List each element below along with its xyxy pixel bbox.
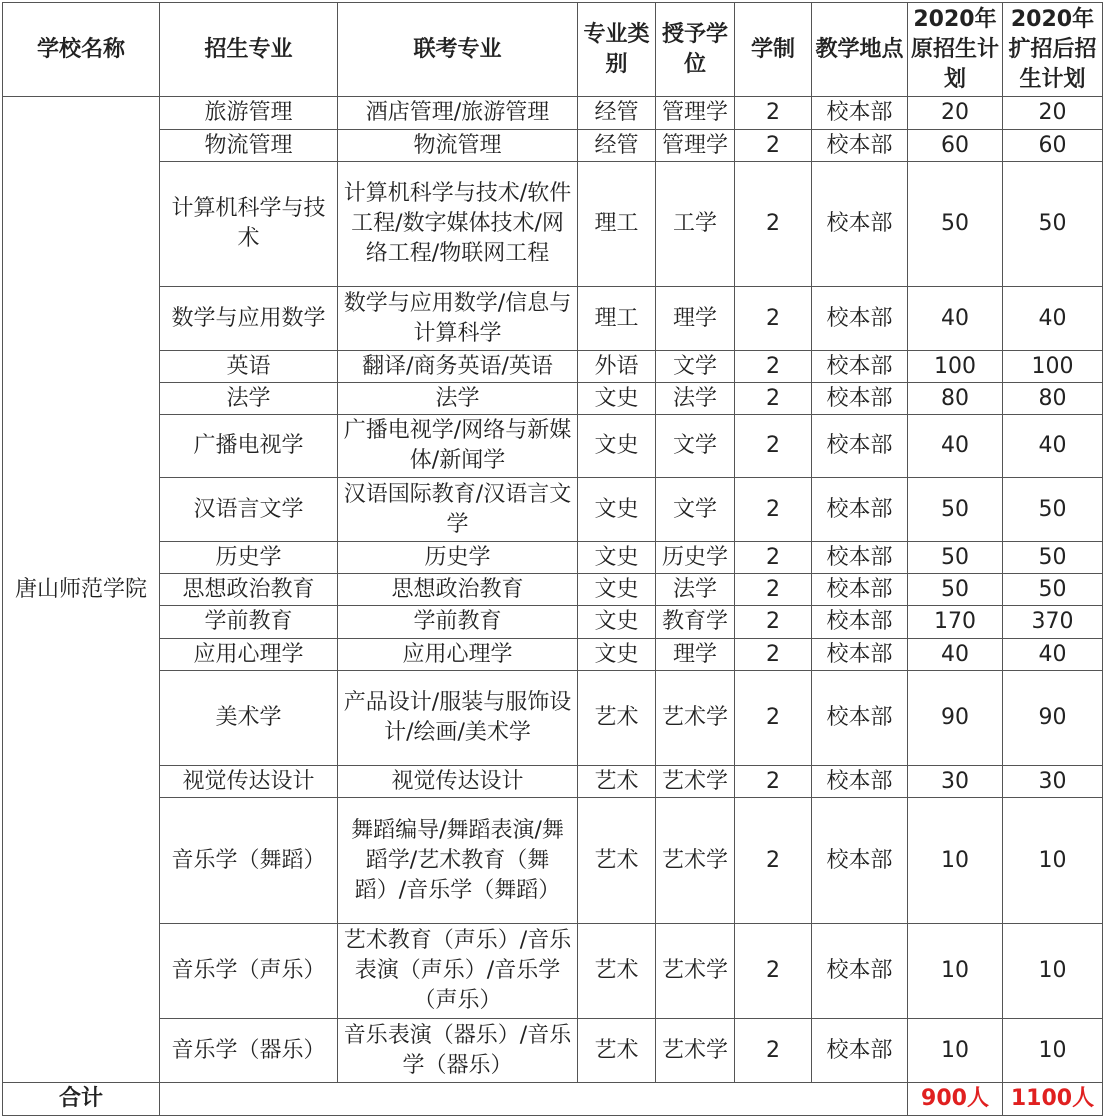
table-row [3, 383, 1103, 415]
expanded-plan-cell: 10 [1003, 924, 1103, 1019]
orig-plan-cell: 50 [908, 542, 1003, 574]
table-row [3, 97, 1103, 130]
duration-cell: 2 [735, 924, 812, 1019]
location-cell: 校本部 [812, 162, 908, 287]
degree-cell: 理学 [656, 639, 735, 671]
expanded-plan-cell: 20 [1003, 97, 1103, 130]
exam-major-cell: 思想政治教育 [338, 574, 578, 606]
expanded-plan-cell: 80 [1003, 383, 1103, 415]
expanded-plan-cell: 50 [1003, 574, 1103, 606]
exam-major-cell: 广播电视学/网络与新媒体/新闻学 [338, 415, 578, 478]
location-cell: 校本部 [812, 798, 908, 924]
orig-plan-cell: 60 [908, 130, 1003, 162]
header-location: 教学地点 [812, 3, 908, 97]
duration-cell: 2 [735, 97, 812, 130]
table-row [3, 130, 1103, 162]
expanded-plan-cell: 90 [1003, 671, 1103, 766]
location-cell: 校本部 [812, 924, 908, 1019]
enrollment-table [2, 2, 1103, 1116]
table-row [3, 542, 1103, 574]
degree-cell: 理学 [656, 287, 735, 351]
total-expanded-plan: 1100人 [1003, 1083, 1103, 1116]
header-exam-major: 联考专业 [338, 3, 578, 97]
category-cell: 经管 [578, 97, 656, 130]
duration-cell: 2 [735, 478, 812, 542]
header-row [3, 3, 1103, 97]
major-cell: 应用心理学 [160, 639, 338, 671]
orig-plan-cell: 50 [908, 574, 1003, 606]
duration-cell: 2 [735, 383, 812, 415]
expanded-plan-cell: 100 [1003, 351, 1103, 383]
major-cell: 旅游管理 [160, 97, 338, 130]
orig-plan-cell: 50 [908, 162, 1003, 287]
header-category: 专业类别 [578, 3, 656, 97]
category-cell: 艺术 [578, 924, 656, 1019]
exam-major-cell: 应用心理学 [338, 639, 578, 671]
table-row [3, 478, 1103, 542]
expanded-plan-cell: 50 [1003, 478, 1103, 542]
exam-major-cell: 舞蹈编导/舞蹈表演/舞蹈学/艺术教育（舞蹈）/音乐学（舞蹈） [338, 798, 578, 924]
category-cell: 文史 [578, 478, 656, 542]
location-cell: 校本部 [812, 383, 908, 415]
duration-cell: 2 [735, 574, 812, 606]
location-cell: 校本部 [812, 415, 908, 478]
expanded-plan-cell: 40 [1003, 415, 1103, 478]
major-cell: 美术学 [160, 671, 338, 766]
orig-plan-cell: 170 [908, 606, 1003, 639]
expanded-plan-cell: 40 [1003, 287, 1103, 351]
orig-plan-cell: 100 [908, 351, 1003, 383]
major-cell: 数学与应用数学 [160, 287, 338, 351]
exam-major-cell: 汉语国际教育/汉语言文学 [338, 478, 578, 542]
category-cell: 经管 [578, 130, 656, 162]
major-cell: 视觉传达设计 [160, 766, 338, 798]
table-row [3, 639, 1103, 671]
school-name-cell: 唐山师范学院 [3, 97, 160, 1083]
location-cell: 校本部 [812, 671, 908, 766]
major-cell: 物流管理 [160, 130, 338, 162]
category-cell: 文史 [578, 606, 656, 639]
degree-cell: 工学 [656, 162, 735, 287]
exam-major-cell: 物流管理 [338, 130, 578, 162]
header-school: 学校名称 [3, 3, 160, 97]
total-label: 合计 [3, 1083, 160, 1116]
total-orig-plan: 900人 [908, 1083, 1003, 1116]
header-duration: 学制 [735, 3, 812, 97]
expanded-plan-cell: 10 [1003, 1019, 1103, 1083]
degree-cell: 教育学 [656, 606, 735, 639]
location-cell: 校本部 [812, 351, 908, 383]
location-cell: 校本部 [812, 97, 908, 130]
degree-cell: 文学 [656, 478, 735, 542]
location-cell: 校本部 [812, 130, 908, 162]
duration-cell: 2 [735, 162, 812, 287]
table-row [3, 287, 1103, 351]
major-cell: 思想政治教育 [160, 574, 338, 606]
degree-cell: 文学 [656, 415, 735, 478]
exam-major-cell: 音乐表演（器乐）/音乐学（器乐） [338, 1019, 578, 1083]
location-cell: 校本部 [812, 542, 908, 574]
expanded-plan-cell: 50 [1003, 162, 1103, 287]
exam-major-cell: 酒店管理/旅游管理 [338, 97, 578, 130]
location-cell: 校本部 [812, 639, 908, 671]
header-expanded-plan: 2020年扩招后招生计划 [1003, 3, 1103, 97]
degree-cell: 艺术学 [656, 671, 735, 766]
major-cell: 汉语言文学 [160, 478, 338, 542]
exam-major-cell: 学前教育 [338, 606, 578, 639]
exam-major-cell: 数学与应用数学/信息与计算科学 [338, 287, 578, 351]
duration-cell: 2 [735, 1019, 812, 1083]
location-cell: 校本部 [812, 287, 908, 351]
duration-cell: 2 [735, 542, 812, 574]
orig-plan-cell: 50 [908, 478, 1003, 542]
exam-major-cell: 法学 [338, 383, 578, 415]
orig-plan-cell: 90 [908, 671, 1003, 766]
degree-cell: 艺术学 [656, 766, 735, 798]
category-cell: 艺术 [578, 1019, 656, 1083]
orig-plan-cell: 80 [908, 383, 1003, 415]
expanded-plan-cell: 50 [1003, 542, 1103, 574]
expanded-plan-cell: 40 [1003, 639, 1103, 671]
total-spacer [160, 1083, 908, 1116]
orig-plan-cell: 40 [908, 287, 1003, 351]
major-cell: 音乐学（器乐） [160, 1019, 338, 1083]
location-cell: 校本部 [812, 606, 908, 639]
header-major: 招生专业 [160, 3, 338, 97]
exam-major-cell: 艺术教育（声乐）/音乐表演（声乐）/音乐学（声乐） [338, 924, 578, 1019]
table-row [3, 671, 1103, 766]
major-cell: 计算机科学与技术 [160, 162, 338, 287]
header-orig-plan: 2020年原招生计划 [908, 3, 1003, 97]
exam-major-cell: 历史学 [338, 542, 578, 574]
major-cell: 音乐学（声乐） [160, 924, 338, 1019]
table-row [3, 162, 1103, 287]
category-cell: 外语 [578, 351, 656, 383]
orig-plan-cell: 10 [908, 924, 1003, 1019]
category-cell: 艺术 [578, 798, 656, 924]
duration-cell: 2 [735, 287, 812, 351]
major-cell: 广播电视学 [160, 415, 338, 478]
duration-cell: 2 [735, 639, 812, 671]
duration-cell: 2 [735, 798, 812, 924]
orig-plan-cell: 10 [908, 798, 1003, 924]
orig-plan-cell: 30 [908, 766, 1003, 798]
degree-cell: 艺术学 [656, 798, 735, 924]
degree-cell: 艺术学 [656, 1019, 735, 1083]
degree-cell: 法学 [656, 574, 735, 606]
location-cell: 校本部 [812, 574, 908, 606]
table-row [3, 606, 1103, 639]
header-degree: 授予学位 [656, 3, 735, 97]
duration-cell: 2 [735, 671, 812, 766]
table-row [3, 798, 1103, 924]
total-row [3, 1083, 1103, 1116]
table-row [3, 1019, 1103, 1083]
expanded-plan-cell: 30 [1003, 766, 1103, 798]
duration-cell: 2 [735, 351, 812, 383]
category-cell: 艺术 [578, 766, 656, 798]
table-row [3, 924, 1103, 1019]
category-cell: 理工 [578, 162, 656, 287]
major-cell: 历史学 [160, 542, 338, 574]
table-row [3, 766, 1103, 798]
degree-cell: 管理学 [656, 97, 735, 130]
expanded-plan-cell: 370 [1003, 606, 1103, 639]
degree-cell: 历史学 [656, 542, 735, 574]
expanded-plan-cell: 60 [1003, 130, 1103, 162]
duration-cell: 2 [735, 415, 812, 478]
duration-cell: 2 [735, 130, 812, 162]
category-cell: 文史 [578, 639, 656, 671]
major-cell: 音乐学（舞蹈） [160, 798, 338, 924]
exam-major-cell: 翻译/商务英语/英语 [338, 351, 578, 383]
category-cell: 文史 [578, 574, 656, 606]
exam-major-cell: 产品设计/服装与服饰设计/绘画/美术学 [338, 671, 578, 766]
degree-cell: 文学 [656, 351, 735, 383]
table-row [3, 351, 1103, 383]
degree-cell: 管理学 [656, 130, 735, 162]
duration-cell: 2 [735, 766, 812, 798]
exam-major-cell: 视觉传达设计 [338, 766, 578, 798]
duration-cell: 2 [735, 606, 812, 639]
category-cell: 理工 [578, 287, 656, 351]
major-cell: 英语 [160, 351, 338, 383]
major-cell: 法学 [160, 383, 338, 415]
table-row [3, 415, 1103, 478]
expanded-plan-cell: 10 [1003, 798, 1103, 924]
location-cell: 校本部 [812, 478, 908, 542]
orig-plan-cell: 10 [908, 1019, 1003, 1083]
degree-cell: 艺术学 [656, 924, 735, 1019]
location-cell: 校本部 [812, 766, 908, 798]
orig-plan-cell: 20 [908, 97, 1003, 130]
category-cell: 文史 [578, 542, 656, 574]
category-cell: 艺术 [578, 671, 656, 766]
table-row [3, 574, 1103, 606]
major-cell: 学前教育 [160, 606, 338, 639]
orig-plan-cell: 40 [908, 415, 1003, 478]
category-cell: 文史 [578, 415, 656, 478]
category-cell: 文史 [578, 383, 656, 415]
location-cell: 校本部 [812, 1019, 908, 1083]
degree-cell: 法学 [656, 383, 735, 415]
orig-plan-cell: 40 [908, 639, 1003, 671]
exam-major-cell: 计算机科学与技术/软件工程/数字媒体技术/网络工程/物联网工程 [338, 162, 578, 287]
